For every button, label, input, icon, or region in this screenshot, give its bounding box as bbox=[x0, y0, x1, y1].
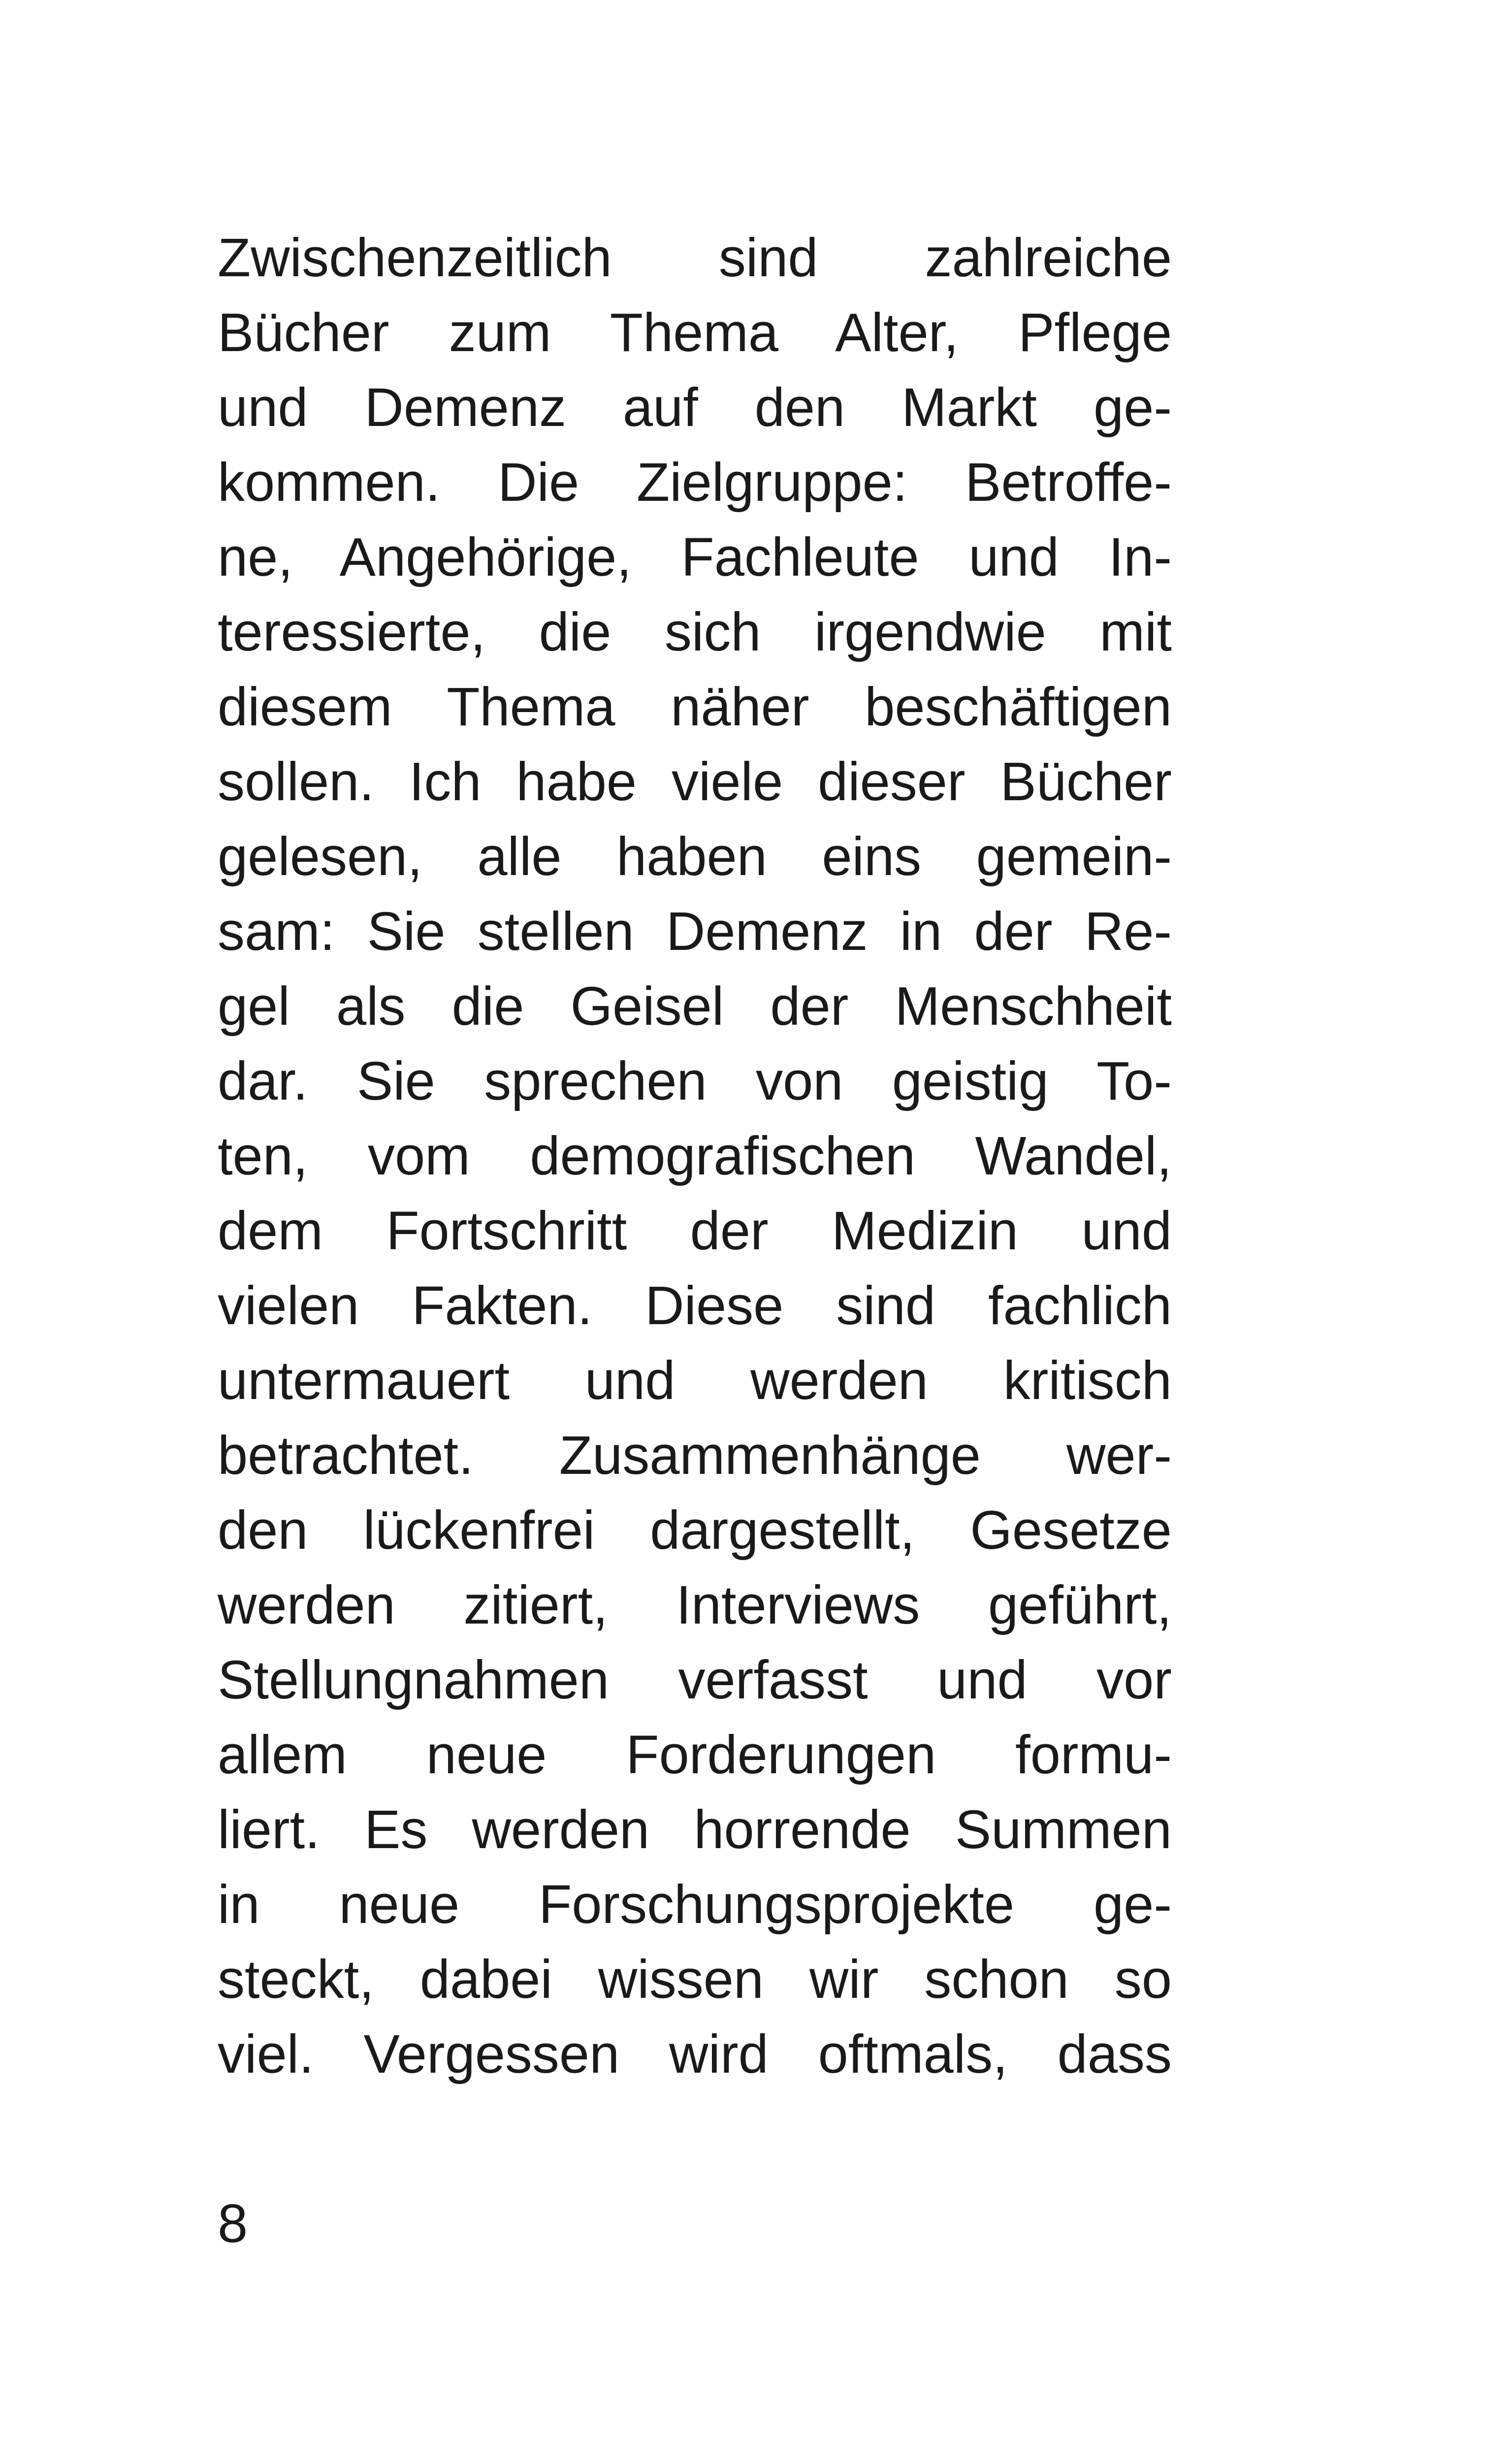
text-line: gel als die Geisel der Menschheit bbox=[218, 976, 1172, 1037]
text-line: in neue Forschungsprojekte ge- bbox=[218, 1874, 1172, 1935]
text-line: und Demenz auf den Markt ge- bbox=[218, 377, 1172, 438]
text-line: Bücher zum Thema Alter, Pflege bbox=[218, 302, 1172, 363]
text-line: viel. Vergessen wird oftmals, dass bbox=[218, 2024, 1172, 2085]
text-line: werden zitiert, Interviews geführt, bbox=[218, 1575, 1172, 1635]
text-line: diesem Thema näher beschäftigen bbox=[218, 677, 1172, 737]
text-line: Zwischenzeitlich sind zahlreiche bbox=[218, 228, 1172, 288]
text-line: teressierte, die sich irgendwie mit bbox=[218, 602, 1172, 662]
text-line: liert. Es werden horrende Summen bbox=[218, 1799, 1172, 1860]
text-line: kommen. Die Zielgruppe: Betroffe- bbox=[218, 452, 1172, 513]
text-line: sam: Sie stellen Demenz in der Re- bbox=[218, 901, 1172, 962]
text-line: dar. Sie sprechen von geistig To- bbox=[218, 1051, 1172, 1111]
text-line: vielen Fakten. Diese sind fachlich bbox=[218, 1275, 1172, 1336]
text-line: den lückenfrei dargestellt, Gesetze bbox=[218, 1500, 1172, 1561]
text-line: steckt, dabei wissen wir schon so bbox=[218, 1949, 1172, 2010]
text-line: betrachtet. Zusammenhänge wer- bbox=[218, 1425, 1172, 1486]
text-line: ne, Angehörige, Fachleute und In- bbox=[218, 527, 1172, 587]
text-line: sollen. Ich habe viele dieser Bücher bbox=[218, 751, 1172, 812]
body-text bbox=[218, 221, 1172, 2092]
text-line: ten, vom demografischen Wandel, bbox=[218, 1126, 1172, 1186]
page-number: 8 bbox=[218, 2193, 248, 2254]
text-line: Stellungnahmen verfasst und vor bbox=[218, 1650, 1172, 1710]
text-line: dem Fortschritt der Medizin und bbox=[218, 1201, 1172, 1261]
text-line: untermauert und werden kritisch bbox=[218, 1350, 1172, 1411]
text-line: allem neue Forderungen formu- bbox=[218, 1725, 1172, 1785]
text-line: gelesen, alle haben eins gemein- bbox=[218, 826, 1172, 887]
